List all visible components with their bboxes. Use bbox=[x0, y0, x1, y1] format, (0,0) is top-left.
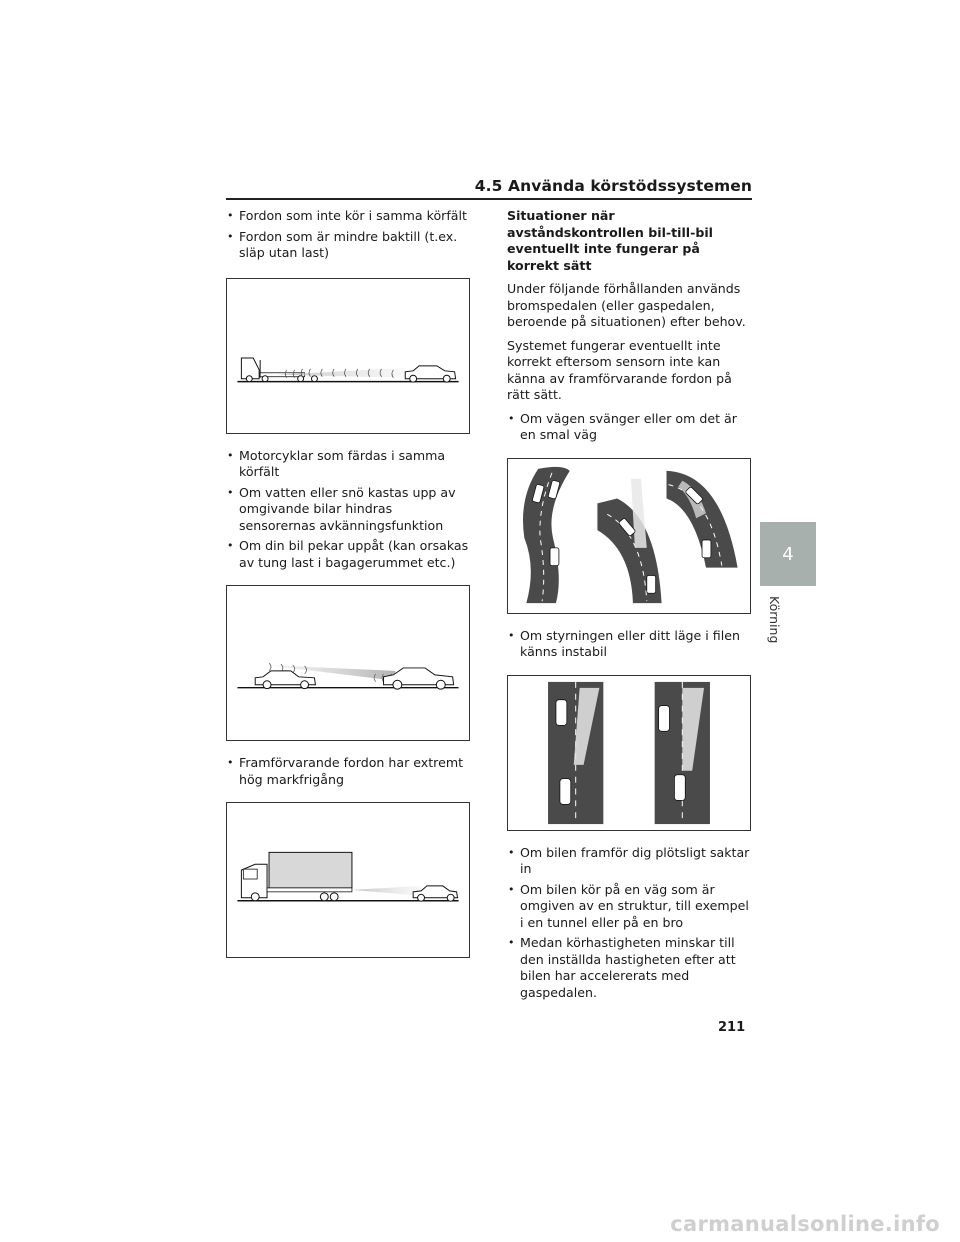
paragraph: Under följande förhållanden används bromspedalen (eller gaspedalen, beroende på situationen) efter behov. bbox=[507, 281, 746, 329]
motorcycle-sensor-illustration bbox=[226, 585, 470, 741]
curved-road-svg bbox=[508, 459, 750, 613]
chapter-tab: 4 bbox=[760, 522, 816, 586]
lane-road-svg bbox=[508, 676, 750, 830]
bullet-list bbox=[226, 755, 470, 788]
bullet-list bbox=[507, 628, 751, 661]
list-item: • Om vatten eller snö kastas upp av omgivande bilar hindras sensorernas avkänningsfunktion bbox=[226, 485, 470, 535]
motorcycle-figure-svg bbox=[227, 586, 469, 740]
unstable-lane-illustration bbox=[507, 675, 751, 831]
section-title: 4.5 Använda körstödssystemen bbox=[474, 177, 752, 195]
header-divider bbox=[226, 198, 752, 200]
chapter-label: Körning bbox=[767, 596, 782, 644]
trailer-behind-truck-illustration bbox=[226, 278, 470, 434]
bullet-list bbox=[226, 448, 470, 572]
page-number: 211 bbox=[718, 1020, 746, 1035]
list-item: • Framförvarande fordon har extremt hög markfrigång bbox=[226, 755, 470, 788]
list-item: • Fordon som är mindre baktill (t.ex. släp utan last) bbox=[226, 229, 470, 262]
left-column bbox=[226, 208, 470, 972]
list-item: • Om styrningen eller ditt läge i filen känns instabil bbox=[507, 628, 751, 661]
bullet-list bbox=[507, 411, 751, 444]
watermark: carmanualsonline.info bbox=[670, 1212, 940, 1236]
list-item: • Fordon som inte kör i samma körfält bbox=[226, 208, 470, 225]
bullet-list bbox=[507, 845, 751, 1002]
curved-road-illustration bbox=[507, 458, 751, 614]
right-column bbox=[507, 208, 751, 1005]
high-clearance-truck-illustration bbox=[226, 802, 470, 958]
paragraph: Systemet fungerar eventuellt inte korrekt eftersom sensorn inte kan känna av framförvarande fordon på rätt sätt. bbox=[507, 337, 732, 402]
bullet-list bbox=[226, 208, 470, 262]
truck-figure-svg bbox=[227, 803, 469, 957]
list-item: • Om din bil pekar uppåt (kan orsakas av tung last i bagagerummet etc.) bbox=[226, 538, 470, 571]
list-item: • Om bilen framför dig plötsligt saktar in bbox=[507, 845, 751, 878]
subsection-heading: Situationer när avståndskontrollen bil-till-bil eventuellt inte fungerar på korrekt sätt bbox=[507, 208, 713, 273]
list-item: • Medan körhastigheten minskar till den inställda hastigheten efter att bilen har accelererats med gaspedalen. bbox=[507, 935, 751, 1001]
list-item: • Motorcyklar som färdas i samma körfält bbox=[226, 448, 470, 481]
trailer-figure-svg bbox=[227, 279, 469, 433]
list-item: • Om vägen svänger eller om det är en smal väg bbox=[507, 411, 751, 444]
list-item: • Om bilen kör på en väg som är omgiven av en struktur, till exempel i en tunnel eller på en bro bbox=[507, 882, 751, 932]
